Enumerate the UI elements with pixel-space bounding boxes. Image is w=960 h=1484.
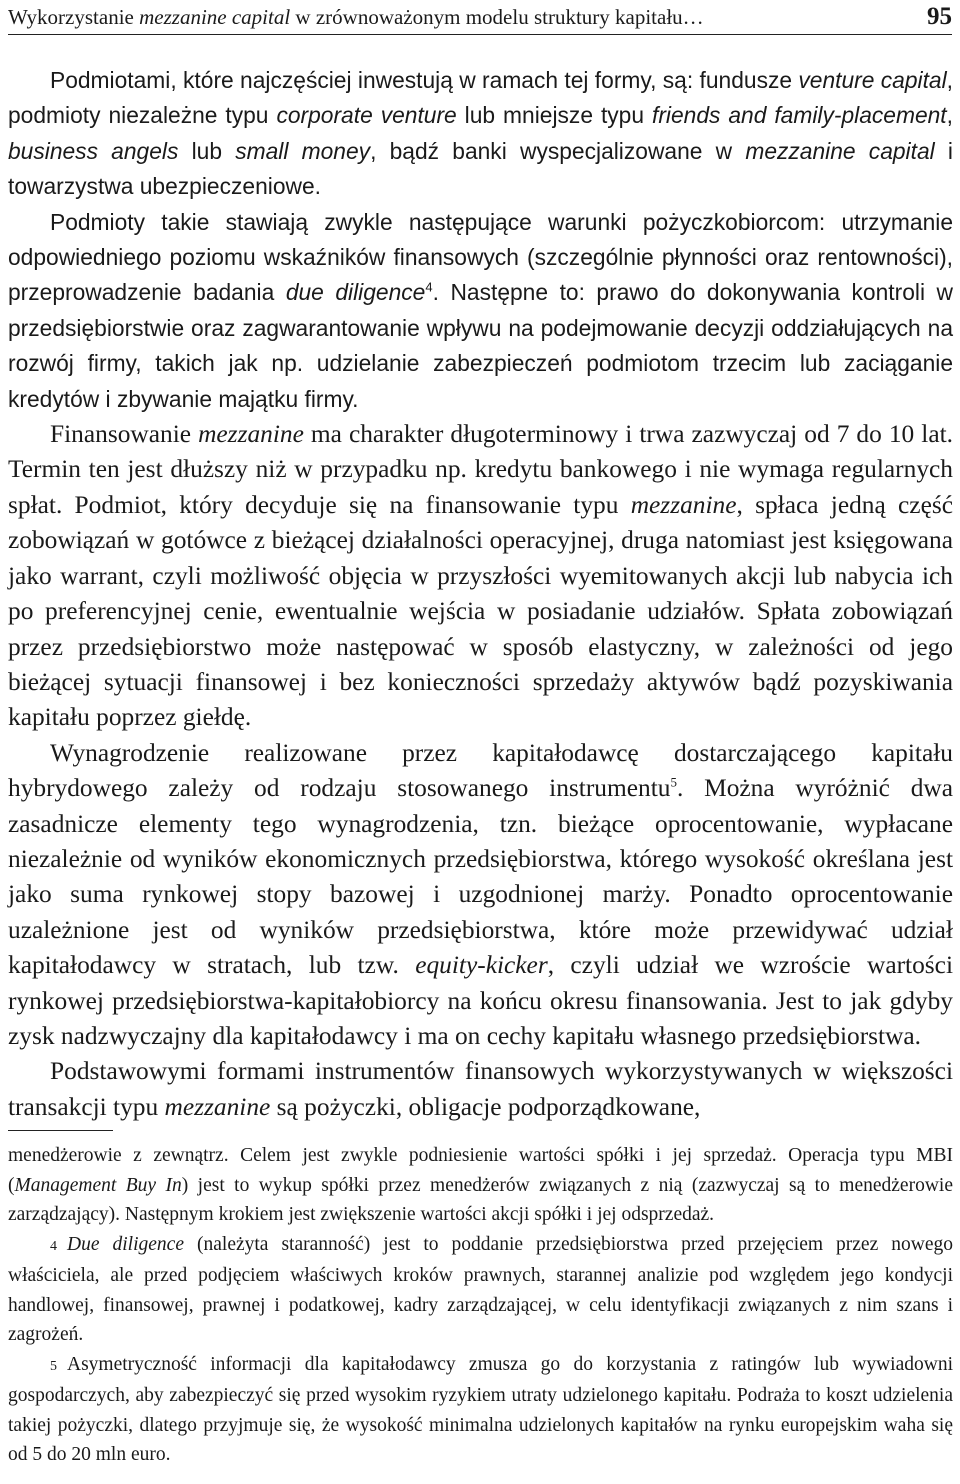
p3-term-2: mezzanine [630, 490, 737, 519]
footnote-ref-5[interactable]: 5 [670, 774, 677, 790]
header-title-text-end: w zrównoważonym modelu struktury kapitału… [290, 4, 704, 29]
header-title-italic: mezzanine capital [139, 4, 291, 29]
p2-text-1: Podmioty takie stawiają zwykle następujące warunki pożyczkobiorcom: utrzymanie odpowiedniego poziomu wskaźników finansowych (szczególnie płynności oraz rentowności), przeprowadzenie badania [8, 208, 953, 306]
p4-text-3: , czyli udział we wzroście wartości rynkowej przedsiębiorstwa-kapitałobiorcy na końcu okresu finansowania. Jest to jak gdyby zysk nadzwyczajny dla kapitałodawcy i ma on cechy kapitału własnego przedsiębiorstwa. [8, 951, 953, 1050]
footnote-4 [8, 1230, 953, 1350]
fn-cont-term: Management Buy In [14, 1174, 182, 1196]
fn5-text: Asymetryczność informacji dla kapitałodawcy zmusza go do korzystania z ratingów lub wywiadowni gospodarczych, aby zabezpieczyć się przed wysokim ryzykiem utraty udzielonego kapitału. Podraża to koszt udzielenia takiej pożyczki, dlatego przyjmuje się, że wysokość minimalna udzielonych kapitałów na rynku europejskim waha się od 5 do 20 mln euro. [8, 1353, 953, 1465]
p4-text-2: . Można wyróżnić dwa zasadnicze elementy tego wynagrodzenia, tzn. bieżące oprocentowanie, wypłacane niezależnie od wyników ekonomicznych przedsiębiorstwa, którego wysokość określana jest jako suma rynkowej stopy bazowej i uzgodnionej marży. Ponadto oprocentowanie uzależnione jest od wyników przedsiębiorstwa, które może przewidywać udział kapitałodawcy w stratach, lub tzw. [8, 774, 954, 980]
p5-term-1: mezzanine [164, 1092, 271, 1121]
page-number: 95 [927, 3, 952, 30]
p5-text-2: są pożyczki, obligacje podporządkowane, [270, 1092, 701, 1121]
p3-text-3: , spłaca jedną część zobowiązań w gotówce z bieżącej działalności operacyjnej, druga natomiast jest księgowana jako warrant, czyli możliwość objęcia w przyszłości wyemitowanych akcji lub nabycia ich po preferencyjnej cenie, ewentualnie wejścia w posiadanie udziałów. Spłata zobowiązań przez przedsiębiorstwo może następować w sposób elastyczny, w zależności od jego bieżącej sytuacji finansowej i bez konieczności sprzedaży aktywów bądź pozyskiwania kapitału poprzez giełdę. [8, 490, 953, 732]
footnote-5 [8, 1350, 953, 1470]
footnote-5-number: 5 [50, 1358, 57, 1374]
p2-term-1: due diligence [285, 279, 426, 306]
p3-text-2: ma charakter długoterminowy i trwa zazwyczaj od 7 do 10 lat. Termin ten jest dłuższy niż w przypadku np. kredytu bankowego i nie wymaga regularnych spłat. Podmiot, który decyduje się na finansowanie typu [8, 420, 953, 519]
fn-cont-text-2: ) jest to wykup spółki przez menedżerów związanych z nią (zazwyczaj są to menedżerowie zarządzający). Następnym krokiem jest zwiększenie wartości akcji spółki i jej odsprzedaż. [8, 1174, 953, 1225]
fn4-text: (należyta staranność) jest to poddanie przedsiębiorstwa przed przejęciem przez nowego właściciela, ale przed podjęciem właściwych kroków prawnych, starannej analizie pod względem jego kondycji handlowej, finansowej, prawnej i podatkowej, kadry zarządzającej, w celu identyfikacji związanych z nim szans i zagrożeń. [8, 1233, 953, 1345]
p1-text-7: i towarzystwa ubezpieczeniowe. [8, 137, 953, 200]
footnotes [8, 1141, 953, 1470]
p1-term-2: corporate venture [276, 102, 457, 129]
main-text [8, 63, 953, 1125]
header-title [8, 5, 704, 30]
fn4-term: Due diligence [67, 1233, 184, 1255]
p1-term-3: friends and family-placement [651, 102, 947, 129]
footnote-ref-4[interactable]: 4 [425, 279, 433, 295]
paragraph-2 [8, 205, 953, 417]
header-title-text: Wykorzystanie [8, 4, 140, 29]
footnote-4-number: 4 [50, 1238, 57, 1254]
p1-term-6: mezzanine capital [745, 137, 935, 164]
footnote-separator [8, 1130, 113, 1131]
p1-term-5: small money [235, 137, 371, 164]
p3-term-1: mezzanine [198, 420, 304, 449]
p1-text-1: Podmiotami, które najczęściej inwestują w ramach tej formy, są: fundusze [50, 67, 799, 93]
p2-text-2: . Następne to: prawo do dokonywania kontroli w przedsiębiorstwie oraz zagwarantowanie wpływu na podejmowanie decyzji oddziałujących na rozwój firmy, takich jak np. udzielanie zabezpieczeń podmiotom trzecim lub zaciąganie kredytów i zbywanie majątku firmy. [8, 279, 954, 412]
p3-text-1: Finansowanie [50, 420, 199, 449]
footnote-continuation [8, 1141, 953, 1230]
p1-text-3: lub mniejsze typu [456, 102, 652, 129]
p1-text-4: , [946, 102, 953, 129]
paragraph-4 [8, 736, 953, 1055]
p1-term-4: business angels [8, 137, 179, 164]
paragraph-1 [8, 63, 953, 205]
p1-text-5: lub [178, 137, 236, 164]
p5-text-1: Podstawowymi formami instrumentów finansowych wykorzystywanych w większości transakcji typu [8, 1057, 953, 1121]
p4-text-1: Wynagrodzenie realizowane przez kapitałodawcę dostarczającego kapitału hybrydowego zależy od rodzaju stosowanego instrumentu [8, 738, 953, 803]
p1-text-6: , bądź banki wyspecjalizowane w [370, 137, 746, 164]
fn-cont-text-1: menedżerowie z zewnątrz. Celem jest zwykle podniesienie wartości spółki i jej sprzedaż. Operacja typu MBI ( [8, 1145, 953, 1196]
running-header [8, 0, 952, 35]
paragraph-3 [8, 417, 953, 736]
paragraph-5 [8, 1054, 953, 1125]
p4-term-1: equity-kicker [415, 951, 548, 980]
p1-term-1: venture capital [798, 67, 947, 93]
p1-text-2: , podmioty niezależne typu [8, 67, 954, 129]
